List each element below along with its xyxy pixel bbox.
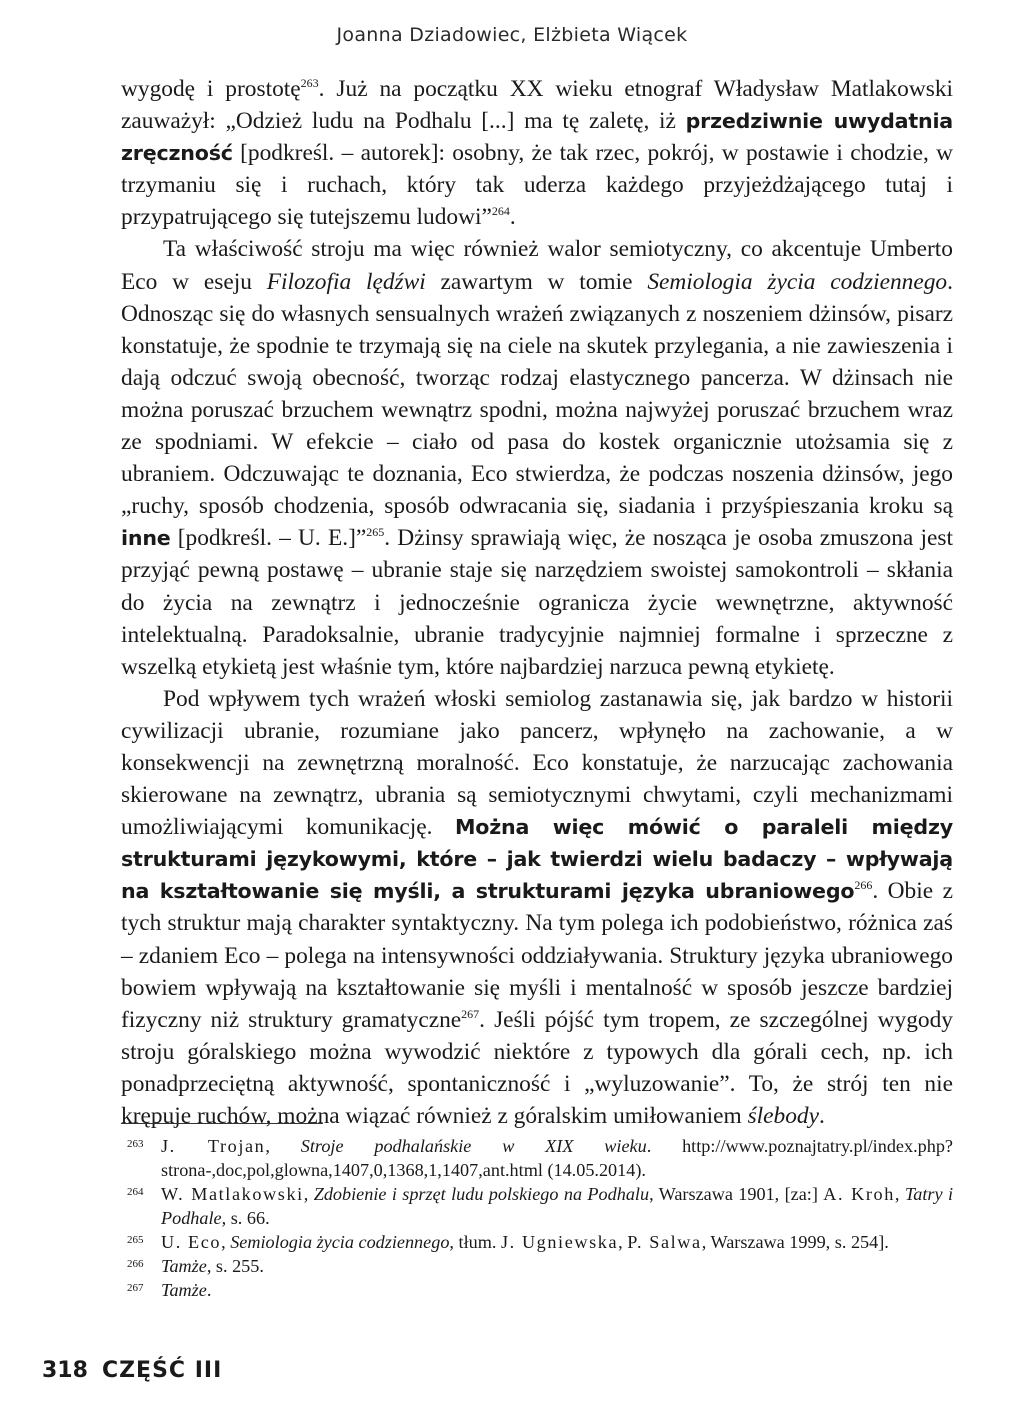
work-title: Tamże (161, 1256, 207, 1276)
footnote-number: 263 (127, 1138, 144, 1150)
emphasis: inne (121, 526, 171, 551)
work-title: Tamże (161, 1280, 207, 1300)
text: , s. 66. (221, 1208, 270, 1228)
author: W. Matlakowski (161, 1184, 304, 1204)
text: [podkreśl. – U. E.]” (170, 525, 367, 552)
footnote-267 (121, 1278, 953, 1302)
translator: P. Salwa (627, 1232, 702, 1252)
paragraph-2 (121, 233, 953, 682)
text: , (618, 1232, 628, 1252)
text: . Jeśli pójść tym tropem, ze szczególnej wygody stroju góralskiego można wywodzić niektóre z typowych dla górali cech, np. ich ponadprzeciętną aktywność, spontaniczność i „wyluzowanie”. To, że strój ten nie krępuje ruchów, można wiązać również z góralskim umiłowaniem (121, 1006, 953, 1129)
text: , Warszawa 1999, s. 254]. (701, 1232, 889, 1252)
footnote-number: 265 (127, 1234, 144, 1246)
text: . Odnosząc się do własnych sensualnych wrażeń związanych z noszeniem dżinsów, pisarz konstatuje, że spodnie te trzymają się na ciele na skutek przylegania, a nie zawieszenia i dają odczuć swoją obecność, tworząc rodzaj elastycznego pancerza. W dżinsach nie można poruszać brzuchem wewnątrz spodni, można najwyżej poruszać brzuchem wraz ze spodniami. W efekcie – ciało od pasa do kostek organicznie utożsamia się z ubraniem. Odczuwając te doznania, Eco stwierdza, że podczas noszenia dżinsów, jego „ruchy, sposób chodzenia, sposób odwracania się, siadania i przyśpieszania kroku są (121, 268, 953, 520)
translator: J. Ugniewska (500, 1232, 619, 1252)
footnote-264 (121, 1182, 953, 1230)
work-title: Tatry i Podhale (161, 1184, 954, 1228)
text: Ta właściwość stroju ma więc również walor semiotyczny, co akcentuje Umberto Eco w eseju (121, 236, 953, 295)
text: , s. 255. (206, 1256, 264, 1276)
running-head: Joanna Dziadowiec, Elżbieta Wiącek (336, 24, 688, 46)
work-title: Semiologia życia codziennego (230, 1232, 450, 1252)
book-title: Semiologia życia codziennego (647, 268, 948, 295)
text: . Dżinsy sprawiają więc, że nosząca je osoba zmuszona jest przyjąć pewną postawę – ubranie staje się narzędziem swoistej samokontroli – skłania do życia na zewnątrz i jednocześnie ogranicza życie wewnętrzne, aktywność intelektualną. Paradoksalnie, ubranie tradycyjnie najmniej formalne i sprzeczne z wszelką etykietą jest właśnie tym, które najbardziej narzuca pewną etykietę. (121, 525, 953, 680)
body-text (121, 73, 953, 1132)
text: , Warszawa 1901, [za:] (649, 1184, 824, 1204)
text: . (819, 1103, 825, 1129)
footnote-ref[interactable]: 263 (300, 76, 319, 91)
footnote-ref[interactable]: 265 (366, 525, 385, 540)
footnote-ref[interactable]: 267 (461, 1006, 480, 1021)
paragraph-1 (121, 73, 953, 233)
footnote-number: 264 (127, 1186, 144, 1198)
footnotes (121, 1134, 953, 1302)
text: . (206, 1280, 212, 1300)
text: , (265, 1136, 301, 1156)
footnote-number: 266 (127, 1258, 144, 1270)
footnote-ref[interactable]: 266 (854, 878, 873, 893)
text: . http://www.poznajtatry.pl/index.php?strona-,doc,pol,glowna,1407,0,1368,1,1407,ant.html (14.05.2014). (161, 1136, 953, 1180)
footnote-263 (121, 1134, 953, 1182)
italic-word: ślebody (747, 1103, 820, 1129)
paragraph-3 (121, 683, 953, 1132)
text: , (303, 1184, 314, 1204)
essay-title: Filozofia lędźwi (266, 268, 426, 295)
footnote-ref[interactable]: 264 (491, 204, 510, 219)
page-footer (42, 1358, 222, 1383)
work-title: Zdobienie i sprzęt ludu polskiego na Podhalu (313, 1184, 650, 1204)
footnote-265 (121, 1230, 953, 1254)
footnote-266 (121, 1254, 953, 1278)
work-title: Stroje podhalańskie w XIX wieku (300, 1136, 647, 1156)
emphasis: przedziwnie uwydatnia zręczność (121, 109, 954, 166)
footnote-number: 267 (127, 1282, 144, 1294)
text: zawartym w tomie (425, 268, 648, 295)
text: wygodę i prostotę (121, 76, 301, 102)
author: A. Kroh (823, 1184, 895, 1204)
text: , tłum. (449, 1232, 501, 1252)
footnote-separator (121, 1123, 323, 1124)
author: J. Trojan (161, 1136, 266, 1156)
text: [podkreśl. – autorek]: osobny, że tak rzec, pokrój, w postawie i chodzie, w trzymaniu się i ruchach, który tak uderza każdego przyjeżdżającego tutaj i przypatrującego się tutejszemu ludowi” (121, 140, 953, 231)
part-label: CZĘŚĆ III (101, 1358, 223, 1383)
text: Pod wpływem tych wrażeń włoski semiolog zastanawia się, jak bardzo w historii cywilizacji ubranie, rozumiane jako pancerz, wpłynęło na zachowanie, a w konsekwencji na zewnętrzną moralność. Eco konstatuje, że narzucając zachowania skierowane na zewnątrz, ubrania są semiotycznymi chwytami, czyli mechanizmami umożliwiającymi komunikację. (121, 685, 953, 841)
emphasis: Można więc mówić o paraleli między strukturami językowymi, które – jak twierdzi wielu badaczy – wpływają na kształtowanie się myśli, a strukturami języka ubraniowego (121, 815, 953, 904)
text: , (894, 1184, 905, 1204)
author: U. Eco (161, 1232, 222, 1252)
text: , (221, 1232, 231, 1252)
text: . Obie z tych struktur mają charakter syntaktyczny. Na tym polega ich podobieństwo, różnica zaś – zdaniem Eco – polega na intensywności oddziaływania. Struktury języka ubraniowego bowiem wpływają na kształtowanie się myśli i mentalność w sposób jeszcze bardziej fizyczny niż struktury gramatyczne (121, 878, 953, 1033)
text: . Już na początku XX wieku etnograf Władysław Matlakowski zauważył: „Odzież ludu na Podhalu [...] ma tę zaletę, iż (121, 76, 954, 135)
page-number: 318 (42, 1358, 88, 1383)
text: . (509, 204, 516, 231)
